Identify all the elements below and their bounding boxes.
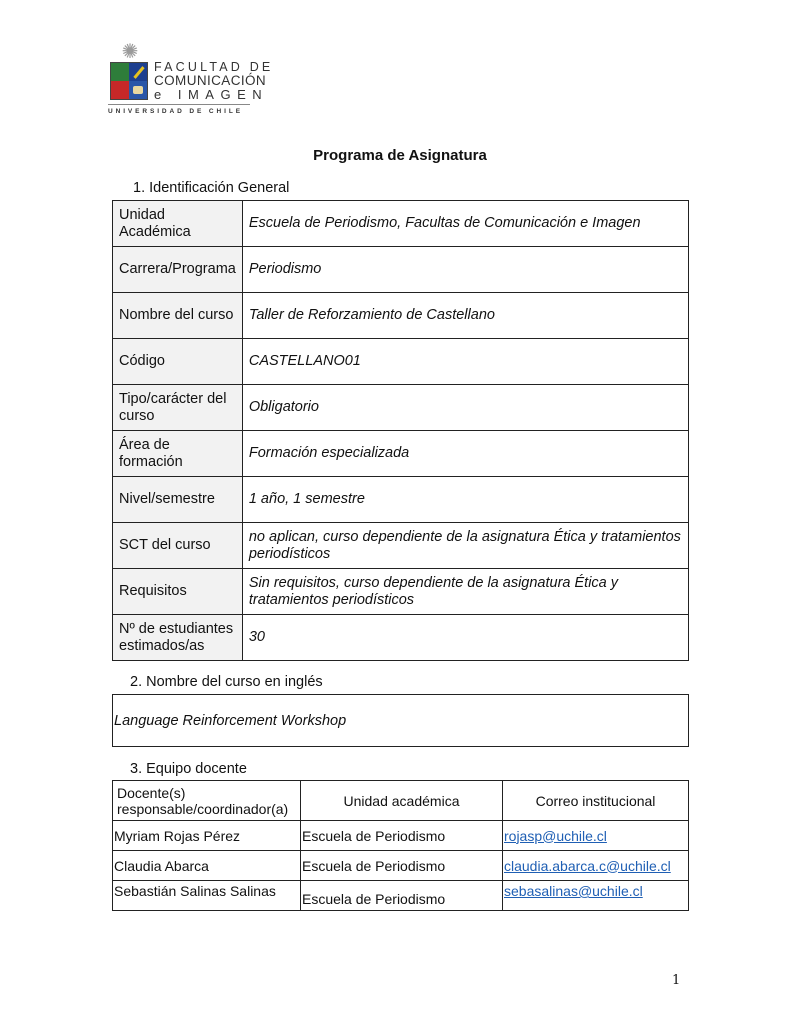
row-label: SCT del curso <box>113 523 243 569</box>
teacher-email-link[interactable]: claudia.abarca.c@uchile.cl <box>504 857 671 874</box>
table-row <box>113 881 689 911</box>
document-title: Programa de Asignatura <box>313 147 487 164</box>
row-label: Código <box>113 339 243 385</box>
row-label: Nombre del curso <box>113 293 243 339</box>
logo-line-university: UNIVERSIDAD DE CHILE <box>108 108 243 115</box>
row-label: Área de formación <box>113 431 243 477</box>
teaching-team-table <box>112 780 689 911</box>
table-row <box>113 431 689 477</box>
teacher-email-link[interactable]: sebasalinas@uchile.cl <box>504 883 643 899</box>
section-heading-teaching-team: 3. Equipo docente <box>130 761 247 777</box>
table-row <box>113 851 689 881</box>
table-row <box>113 615 689 661</box>
row-value: CASTELLANO01 <box>242 339 688 385</box>
column-header-teacher: Docente(s) responsable/coordinador(a) <box>113 781 301 821</box>
teacher-email-link[interactable]: rojasp@uchile.cl <box>504 827 607 844</box>
english-name-table <box>112 694 689 747</box>
teacher-name: Claudia Abarca <box>113 851 301 881</box>
teacher-name: Sebastián Salinas Salinas <box>113 881 301 911</box>
teacher-unit: Escuela de Periodismo <box>301 881 503 911</box>
table-row <box>113 385 689 431</box>
table-row <box>113 339 689 385</box>
row-label: Requisitos <box>113 569 243 615</box>
table-row <box>113 477 689 523</box>
row-label: Unidad Académica <box>113 201 243 247</box>
table-row <box>113 293 689 339</box>
row-value: Obligatorio <box>242 385 688 431</box>
row-value: no aplican, curso dependiente de la asignatura Ética y tratamientos periodísticos <box>242 523 688 569</box>
row-label: Nivel/semestre <box>113 477 243 523</box>
teacher-unit: Escuela de Periodismo <box>301 851 503 881</box>
logo-divider <box>108 104 250 105</box>
table-row <box>113 569 689 615</box>
logo-line-communication: COMUNICACIÓN <box>154 73 267 88</box>
column-header-email: Correo institucional <box>503 781 689 821</box>
university-crest-icon <box>110 62 148 100</box>
page-number: 1 <box>672 973 681 988</box>
row-value: Taller de Reforzamiento de Castellano <box>242 293 688 339</box>
table-row <box>113 821 689 851</box>
sun-star-icon: ✺ <box>121 41 139 63</box>
section-heading-identification: 1. Identificación General <box>133 180 290 196</box>
row-value: 1 año, 1 semestre <box>242 477 688 523</box>
table-header-row <box>113 781 689 821</box>
row-value: Formación especializada <box>242 431 688 477</box>
english-course-name: Language Reinforcement Workshop <box>113 695 689 747</box>
column-header-unit: Unidad académica <box>301 781 503 821</box>
row-value: 30 <box>242 615 688 661</box>
table-row <box>113 201 689 247</box>
logo-line-image: e IMAGEN <box>154 87 269 102</box>
identification-table <box>112 200 689 661</box>
section-heading-english-name: 2. Nombre del curso en inglés <box>130 674 323 690</box>
faculty-logo <box>108 41 274 120</box>
row-label: Tipo/carácter del curso <box>113 385 243 431</box>
table-row <box>113 247 689 293</box>
row-label: Nº de estudiantes estimados/as <box>113 615 243 661</box>
logo-line-faculty: FACULTAD DE <box>154 60 274 74</box>
teacher-unit: Escuela de Periodismo <box>301 821 503 851</box>
row-label: Carrera/Programa <box>113 247 243 293</box>
row-value: Sin requisitos, curso dependiente de la asignatura Ética y tratamientos periodísticos <box>242 569 688 615</box>
row-value: Periodismo <box>242 247 688 293</box>
table-row <box>113 523 689 569</box>
table-row <box>113 695 689 747</box>
row-value: Escuela de Periodismo, Facultas de Comunicación e Imagen <box>242 201 688 247</box>
teacher-name: Myriam Rojas Pérez <box>113 821 301 851</box>
